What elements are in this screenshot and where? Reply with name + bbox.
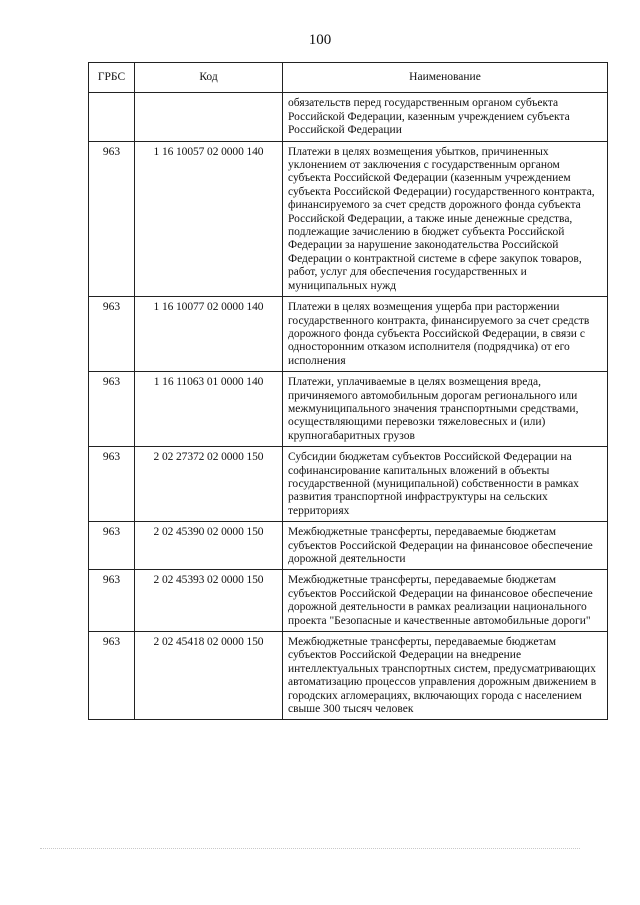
cell-name: Межбюджетные трансферты, передаваемые бюджетам субъектов Российской Федерации на финансовое обеспечение дорожной деятельности [283,522,608,570]
table-row [89,297,608,372]
cell-name: Платежи, уплачиваемые в целях возмещения вреда, причиняемого автомобильным дорогам регионального или межмуниципального значения транспортными средствами, осуществляющими перевозки тяжеловесных и (или) крупногабаритных грузов [283,372,608,447]
cell-grbs [89,93,135,141]
cell-grbs: 963 [89,297,135,372]
cell-grbs: 963 [89,570,135,632]
cell-code: 2 02 45390 02 0000 150 [135,522,283,570]
table-header [89,63,608,93]
cell-name: обязательств перед государственным органом субъекта Российской Федерации, казенным учреждением субъекта Российской Федерации [283,93,608,141]
cell-code [135,93,283,141]
cell-grbs: 963 [89,372,135,447]
cell-code: 2 02 27372 02 0000 150 [135,447,283,522]
header-name: Наименование [283,63,608,93]
cell-code: 1 16 10077 02 0000 140 [135,297,283,372]
table-row [89,522,608,570]
cell-grbs: 963 [89,632,135,720]
header-grbs: ГРБС [89,63,135,93]
header-row [89,63,608,93]
scan-artifact-line [40,848,580,849]
cell-name: Платежи в целях возмещения убытков, причиненных уклонением от заключения с государственным органом субъекта Российской Федерации (казенным учреждением субъекта Российской Федерации) государственного контракта, финансируемого за счет средств дорожного фонда субъекта Российской Федерации, а также иные денежные средства, подлежащие зачислению в бюджет субъекта Российской Федерации за нарушение законодательства Российской Федерации о контрактной системе в сфере закупок товаров, работ, услуг для обеспечения государственных и муниципальных нужд [283,141,608,296]
table-body [89,93,608,720]
cell-grbs: 963 [89,141,135,296]
header-code: Код [135,63,283,93]
cell-code: 1 16 11063 01 0000 140 [135,372,283,447]
cell-code: 2 02 45393 02 0000 150 [135,570,283,632]
cell-name: Субсидии бюджетам субъектов Российской Федерации на софинансирование капитальных вложений в объекты государственной (муниципальной) собственности в рамках развития транспортной инфраструктуры на сельских территориях [283,447,608,522]
table-row [89,93,608,141]
cell-grbs: 963 [89,522,135,570]
table-row [89,372,608,447]
cell-name: Платежи в целях возмещения ущерба при расторжении государственного контракта, финансируемого за счет средств дорожного фонда субъекта Российской Федерации, в связи с односторонним отказом исполнителя (подрядчика) от его исполнения [283,297,608,372]
cell-name: Межбюджетные трансферты, передаваемые бюджетам субъектов Российской Федерации на внедрение интеллектуальных транспортных систем, предусматривающих автоматизацию процессов управления дорожным движением в городских агломерациях, включающих города с населением свыше 300 тысяч человек [283,632,608,720]
table-row [89,141,608,296]
cell-grbs: 963 [89,447,135,522]
table-row [89,447,608,522]
classification-table [88,62,608,720]
cell-name: Межбюджетные трансферты, передаваемые бюджетам субъектов Российской Федерации на финансовое обеспечение дорожной деятельности в рамках реализации национального проекта "Безопасные и качественные автомобильные дороги" [283,570,608,632]
table-row [89,570,608,632]
page-number: 100 [308,32,332,48]
table-row [89,632,608,720]
cell-code: 2 02 45418 02 0000 150 [135,632,283,720]
cell-code: 1 16 10057 02 0000 140 [135,141,283,296]
